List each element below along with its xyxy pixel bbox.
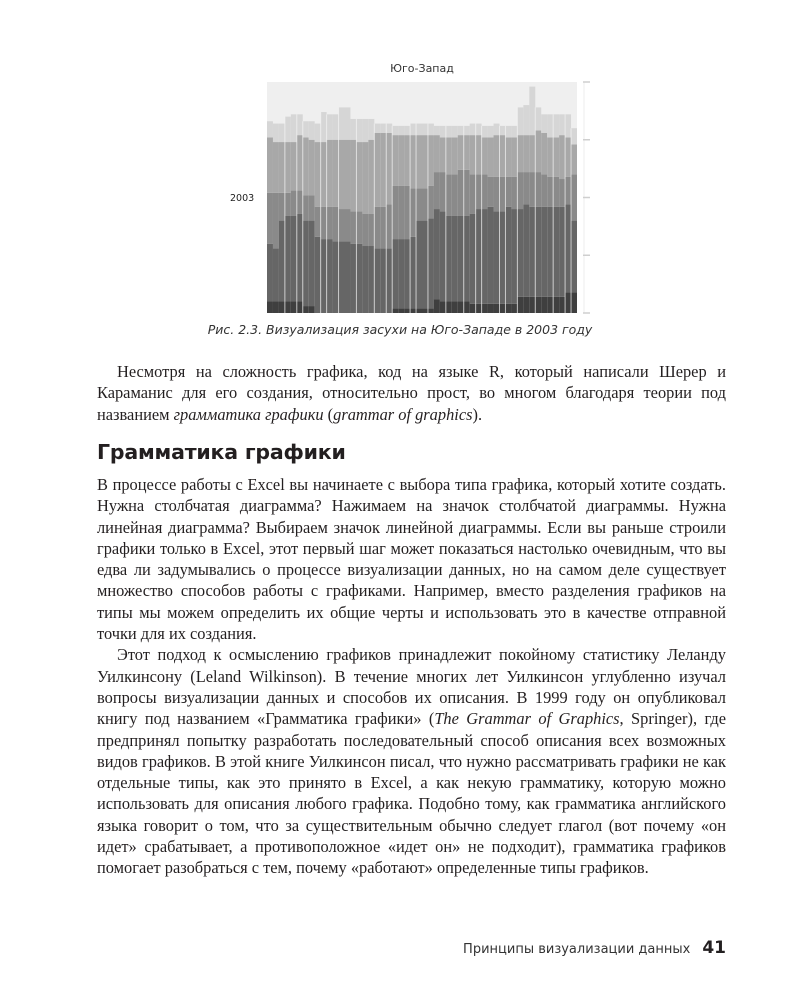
- bar-segment-d4: [440, 301, 446, 313]
- bar-segment-d3: [416, 221, 422, 309]
- bar-segment-d0: [434, 126, 440, 135]
- bar-segment-d2: [291, 191, 297, 216]
- bar-segment-d4: [541, 297, 547, 313]
- bar-segment-d0: [458, 126, 464, 135]
- bar-segment-d3: [458, 216, 464, 301]
- bar-segment-d0: [356, 119, 362, 142]
- bar-segment-d3: [345, 241, 351, 313]
- bar-segment-d0: [297, 114, 303, 135]
- bar-segment-d4: [422, 308, 428, 313]
- bar-segment-d3: [428, 218, 434, 308]
- bar-segment-d2: [321, 207, 327, 239]
- bar-segment-d0: [488, 126, 494, 138]
- bar-segment-d1: [309, 140, 315, 195]
- bar-segment-d0: [571, 128, 577, 144]
- bar-segment-d4: [404, 308, 410, 313]
- bar-segment-d1: [571, 144, 577, 174]
- bar-segment-d4: [434, 299, 440, 313]
- bar-segment-d3: [333, 241, 339, 313]
- bar-segment-d1: [476, 135, 482, 174]
- running-title: Принципы визуализации данных: [463, 942, 691, 957]
- bar-segment-d0: [476, 124, 482, 136]
- bar-segment-d1: [279, 142, 285, 193]
- bar-segment-d0: [339, 107, 345, 139]
- bar-segment-d4: [553, 297, 559, 313]
- bar-segment-d1: [523, 135, 529, 172]
- bar-segment-d0: [345, 107, 351, 139]
- bar-segment-d0: [416, 124, 422, 136]
- page-footer: [463, 938, 726, 958]
- bar-segment-d3: [440, 211, 446, 301]
- bar-segment-d0: [273, 124, 279, 142]
- bar-segment-d2: [374, 207, 380, 249]
- bar-segment-d3: [494, 211, 500, 303]
- bar-segment-d0: [327, 114, 333, 139]
- bar-segment-d4: [500, 304, 506, 313]
- bar-segment-d2: [565, 177, 571, 205]
- bar-segment-d3: [327, 239, 333, 313]
- bar-segment-d2: [559, 179, 565, 207]
- bar-segment-d2: [273, 193, 279, 248]
- bar-segment-d4: [517, 297, 523, 313]
- bar-segment-d4: [511, 304, 517, 313]
- bar-segment-d3: [529, 207, 535, 297]
- bar-segment-d4: [303, 306, 309, 313]
- bar-segment-d0: [362, 119, 368, 142]
- bar-segment-d2: [380, 207, 386, 249]
- chart-row-label: 2003: [230, 193, 255, 204]
- bar-segment-d0: [559, 114, 565, 135]
- bar-segment-d3: [410, 237, 416, 309]
- bar-segment-d0: [315, 124, 321, 142]
- chart-title: Юго-Запад: [390, 62, 454, 75]
- bar-segment-d0: [482, 126, 488, 138]
- bar-segment-d2: [356, 211, 362, 243]
- bar-segment-d2: [541, 174, 547, 206]
- bar-segment-d1: [511, 137, 517, 176]
- bar-segment-d3: [523, 204, 529, 296]
- bar-segment-d1: [321, 142, 327, 207]
- bar-segment-d4: [428, 308, 434, 313]
- bar-segment-d3: [267, 244, 273, 302]
- bar-segment-d0: [404, 126, 410, 135]
- bar-segment-d3: [505, 207, 511, 304]
- bar-segment-d4: [529, 297, 535, 313]
- bar-segment-d1: [404, 135, 410, 186]
- bar-segment-d1: [428, 135, 434, 186]
- bar-segment-d1: [535, 131, 541, 173]
- bar-segment-d0: [529, 87, 535, 136]
- bar-segment-d1: [362, 142, 368, 214]
- bar-segment-d4: [398, 308, 404, 313]
- bar-segment-d1: [517, 135, 523, 172]
- bar-segment-d2: [476, 174, 482, 209]
- paragraph-2: В процессе работы с Excel вы начинаете с выбора типа графика, который хотите создать. Нужна столбчатая диаграмма? Нажимаем на значок столбчатой диаграммы. Нужна линейная диаграмма? Выбираем значок линейной диаграммы. Если вы раньше строили графики только в Excel, этот первый шаг может показаться настолько очевидным, что вы едва ли задумывались о процессе визуализации данных, но на самом деле существует множество способов работы с графиками. Например, вместо разделения графиков на типы мы можем определить их общие черты и использовать это в качестве отправной точки для их создания.: [97, 475, 726, 644]
- bar-segment-d4: [446, 301, 452, 313]
- bar-segment-d2: [535, 172, 541, 207]
- bar-segment-d1: [422, 135, 428, 188]
- bar-segment-d2: [327, 207, 333, 239]
- bar-segment-d0: [267, 121, 273, 137]
- bar-segment-d0: [541, 114, 547, 132]
- bar-segment-d1: [374, 133, 380, 207]
- figure: [0, 0, 800, 350]
- bar-segment-d2: [553, 177, 559, 207]
- bar-segment-d0: [291, 114, 297, 142]
- bar-segment-d0: [446, 126, 452, 138]
- bar-segment-d2: [386, 204, 392, 248]
- paragraph-3-text-cont: , Springer), где предпринял попытку разработать последовательный способ описания всех возможных видов графиков. В этой книге Уилкинсон писал, что нужно рассматривать графики не как отдельные типы, как это принято в Excel, а как некую грамматику, которую можно использовать для описания любого графика. Подобно тому, как грамматика английского языка говорит о том, что за существительным обычно следует глагол (вот почему «он идет» срабатывает, а противоположное «идет он» не подходит), грамматика графиков помогает разобраться с тем, почему «работают» определенные типы графиков.: [97, 709, 726, 878]
- bar-segment-d3: [517, 209, 523, 297]
- bar-segment-d3: [339, 241, 345, 313]
- bar-segment-d3: [422, 221, 428, 309]
- figure-caption: Рис. 2.3. Визуализация засухи на Юго-Западе в 2003 году: [207, 322, 593, 337]
- bar-segment-d1: [273, 142, 279, 193]
- bar-segment-d1: [488, 137, 494, 176]
- bar-segment-d1: [553, 137, 559, 176]
- bar-segment-d4: [571, 292, 577, 313]
- bar-segment-d0: [547, 114, 553, 137]
- bar-segment-d4: [416, 308, 422, 313]
- bar-segment-d1: [446, 137, 452, 174]
- bar-segment-d0: [440, 126, 446, 138]
- bar-segment-d3: [547, 207, 553, 297]
- bar-segment-d3: [446, 216, 452, 301]
- bar-segment-d2: [345, 209, 351, 241]
- bar-segment-d0: [392, 126, 398, 135]
- bar-segment-d2: [297, 191, 303, 214]
- bar-segment-d2: [482, 174, 488, 209]
- bar-segment-d1: [339, 140, 345, 209]
- bar-segment-d1: [482, 137, 488, 174]
- bar-segment-d0: [410, 124, 416, 136]
- bar-segment-d2: [440, 172, 446, 211]
- paragraph-3: [97, 644, 726, 878]
- bar-segment-d1: [529, 135, 535, 172]
- bar-segment-d4: [392, 308, 398, 313]
- bar-segment-d2: [446, 174, 452, 216]
- bar-segment-d0: [368, 119, 374, 140]
- bar-segment-d2: [488, 177, 494, 207]
- bar-segment-d2: [410, 188, 416, 237]
- bar-segment-d1: [285, 142, 291, 193]
- bar-segment-d0: [380, 124, 386, 133]
- bar-segment-d1: [398, 135, 404, 186]
- bar-segment-d2: [511, 177, 517, 209]
- bar-segment-d2: [362, 214, 368, 246]
- bar-segment-d1: [356, 142, 362, 211]
- bar-segment-d1: [505, 137, 511, 176]
- bar-segment-d3: [309, 221, 315, 306]
- bar-segment-d3: [476, 209, 482, 304]
- bar-segment-d2: [398, 186, 404, 239]
- bar-segment-d1: [267, 137, 273, 192]
- bar-segment-d4: [547, 297, 553, 313]
- bar-segment-d1: [416, 135, 422, 188]
- bar-segment-d1: [291, 142, 297, 191]
- bar-segment-d2: [458, 170, 464, 216]
- bar-segment-d1: [410, 135, 416, 188]
- bar-segment-d2: [428, 186, 434, 218]
- bar-segment-d0: [470, 124, 476, 136]
- bar-segment-d2: [434, 172, 440, 209]
- bar-segment-d0: [398, 126, 404, 135]
- bar-segment-d0: [500, 126, 506, 135]
- bar-segment-d4: [559, 297, 565, 313]
- bar-segment-d2: [404, 186, 410, 239]
- bar-segment-d0: [303, 121, 309, 137]
- bar-segment-d3: [470, 214, 476, 304]
- bar-segment-d3: [565, 204, 571, 292]
- bar-segment-d2: [571, 174, 577, 220]
- bar-segment-d3: [374, 248, 380, 313]
- bar-segment-d2: [416, 188, 422, 220]
- bar-segment-d0: [517, 107, 523, 135]
- bar-segment-d2: [339, 209, 345, 241]
- bar-segment-d1: [452, 137, 458, 174]
- bar-segment-d3: [535, 207, 541, 297]
- bar-segment-d3: [380, 248, 386, 313]
- bar-segment-d3: [434, 209, 440, 299]
- bar-segment-d4: [482, 304, 488, 313]
- bar-segment-d2: [333, 207, 339, 242]
- bar-segment-d2: [368, 214, 374, 246]
- bar-segment-d1: [327, 140, 333, 207]
- bar-segment-d1: [559, 135, 565, 179]
- bar-segment-d2: [494, 177, 500, 212]
- bar-segment-d2: [392, 186, 398, 239]
- bar-segment-d4: [410, 308, 416, 313]
- bar-segment-d2: [315, 207, 321, 237]
- bar-segment-d3: [386, 248, 392, 313]
- bar-segment-d2: [452, 174, 458, 216]
- bar-segment-d0: [535, 107, 541, 130]
- bar-segment-d3: [541, 207, 547, 297]
- bar-segment-d0: [279, 124, 285, 142]
- bar-segment-d0: [374, 124, 380, 133]
- bar-segment-d0: [309, 121, 315, 139]
- drought-stacked-bar-chart: [260, 76, 590, 320]
- bar-segment-d0: [422, 124, 428, 136]
- bar-segment-d2: [303, 195, 309, 220]
- bar-segment-d3: [404, 239, 410, 308]
- bar-segment-d1: [333, 140, 339, 207]
- bar-segment-d1: [303, 137, 309, 195]
- bar-segment-d2: [285, 193, 291, 216]
- bar-segment-d0: [494, 124, 500, 136]
- bar-segment-d4: [565, 292, 571, 313]
- paragraph-1-text: Несмотря на сложность графика, код на языке R, который написали Шерер и Караманис для его создания, относительно прост, во многом благодаря теории под названием: [97, 362, 726, 424]
- bar-segment-d0: [452, 126, 458, 138]
- bar-segment-d3: [291, 216, 297, 301]
- bar-segment-d3: [273, 248, 279, 301]
- bar-segment-d2: [517, 172, 523, 209]
- bar-segment-d0: [428, 124, 434, 136]
- bar-segment-d3: [452, 216, 458, 301]
- bar-segment-d2: [267, 193, 273, 244]
- term-grammar-of-graphics-ru: грамматика графики: [173, 404, 324, 424]
- bar-segment-d3: [482, 209, 488, 304]
- bar-segment-d0: [333, 114, 339, 139]
- bar-segment-d1: [434, 135, 440, 172]
- bar-segment-d3: [356, 244, 362, 313]
- bar-segment-d1: [345, 140, 351, 209]
- bar-segment-d2: [523, 172, 529, 204]
- paragraph-1-end: ).: [472, 404, 483, 424]
- bar-segment-d4: [476, 304, 482, 313]
- bar-segment-d3: [362, 246, 368, 313]
- bar-segment-d1: [565, 137, 571, 176]
- bar-segment-d4: [505, 304, 511, 313]
- bar-segment-d4: [267, 301, 273, 313]
- bar-segment-d2: [500, 177, 506, 212]
- bar-segment-d4: [535, 297, 541, 313]
- bar-segment-d1: [458, 135, 464, 170]
- bar-segment-d4: [470, 304, 476, 313]
- bar-segment-d1: [470, 135, 476, 174]
- bar-segment-d3: [398, 239, 404, 308]
- bar-segment-d3: [285, 216, 291, 301]
- bar-segment-d3: [297, 214, 303, 302]
- bar-segment-d1: [368, 140, 374, 214]
- bar-segment-d2: [547, 177, 553, 207]
- book-title: The Grammar of Graphics: [434, 709, 620, 729]
- bar-segment-d4: [523, 297, 529, 313]
- bar-segment-d3: [559, 207, 565, 297]
- bar-segment-d3: [392, 239, 398, 308]
- bar-segment-d1: [392, 135, 398, 186]
- bar-segment-d4: [309, 306, 315, 313]
- bar-segment-d4: [291, 301, 297, 313]
- bar-segment-d2: [279, 193, 285, 221]
- bar-segment-d0: [285, 117, 291, 142]
- section-body: [97, 474, 726, 879]
- bar-segment-d2: [309, 195, 315, 220]
- bar-segment-d3: [571, 221, 577, 293]
- bar-segment-d2: [529, 172, 535, 207]
- bar-segment-d3: [368, 246, 374, 313]
- bar-segment-d4: [458, 301, 464, 313]
- section-heading: Грамматика графики: [97, 440, 346, 464]
- bar-segment-d1: [315, 142, 321, 207]
- bar-segment-d4: [494, 304, 500, 313]
- bar-segment-d4: [488, 304, 494, 313]
- bar-segment-d3: [303, 221, 309, 306]
- bar-segment-d3: [279, 221, 285, 302]
- bar-segment-d1: [297, 135, 303, 190]
- bar-segment-d1: [440, 137, 446, 172]
- bar-segment-d3: [500, 211, 506, 303]
- bar-segment-d4: [279, 301, 285, 313]
- bar-segment-d1: [494, 135, 500, 177]
- bar-segment-d4: [285, 301, 291, 313]
- bar-segment-d0: [321, 112, 327, 142]
- bar-segment-d0: [511, 126, 517, 138]
- bar-segment-d2: [505, 177, 511, 207]
- bar-segment-d0: [386, 124, 392, 133]
- bar-segment-d0: [565, 114, 571, 137]
- paragraph-1: [97, 361, 726, 425]
- bar-segment-d3: [488, 207, 494, 304]
- bar-segment-d1: [350, 140, 356, 212]
- bar-segment-d1: [380, 133, 386, 207]
- bar-segment-d1: [547, 137, 553, 176]
- term-grammar-of-graphics-en: grammar of graphics: [333, 404, 473, 424]
- bar-segment-d1: [464, 135, 470, 170]
- bar-segment-d4: [452, 301, 458, 313]
- bar-segment-d2: [470, 174, 476, 213]
- bar-segment-d0: [505, 126, 511, 138]
- paragraph-1-paren: (: [323, 404, 334, 424]
- bar-segment-d1: [500, 135, 506, 177]
- bar-segment-d4: [464, 301, 470, 313]
- bar-segment-d3: [315, 237, 321, 313]
- bar-segment-d1: [541, 133, 547, 175]
- bar-segment-d2: [464, 170, 470, 216]
- paragraph-3-text: Этот подход к осмыслению графиков принадлежит покойному статистику Леланду Уилкинсону (Leland Wilkinson). В течение многих лет Уилкинсон углубленно изучал вопросы визуализации данных и способов их описания. В 1999 году он опубликовал книгу под названием «Грамматика графики» (: [97, 645, 726, 729]
- bar-segment-d3: [553, 207, 559, 297]
- bar-segment-d4: [297, 301, 303, 313]
- bar-segment-d1: [386, 133, 392, 205]
- bar-segment-d3: [321, 239, 327, 313]
- bar-segment-d0: [464, 126, 470, 135]
- bar-segment-d3: [350, 244, 356, 313]
- bar-segment-d0: [350, 119, 356, 140]
- page-number: 41: [702, 938, 726, 958]
- bar-segment-d0: [523, 105, 529, 135]
- bar-segment-d3: [464, 216, 470, 301]
- bar-segment-d2: [350, 211, 356, 243]
- bar-segment-d2: [422, 188, 428, 220]
- bar-segment-d0: [553, 114, 559, 137]
- bar-segment-d3: [511, 209, 517, 304]
- bar-segment-d4: [273, 301, 279, 313]
